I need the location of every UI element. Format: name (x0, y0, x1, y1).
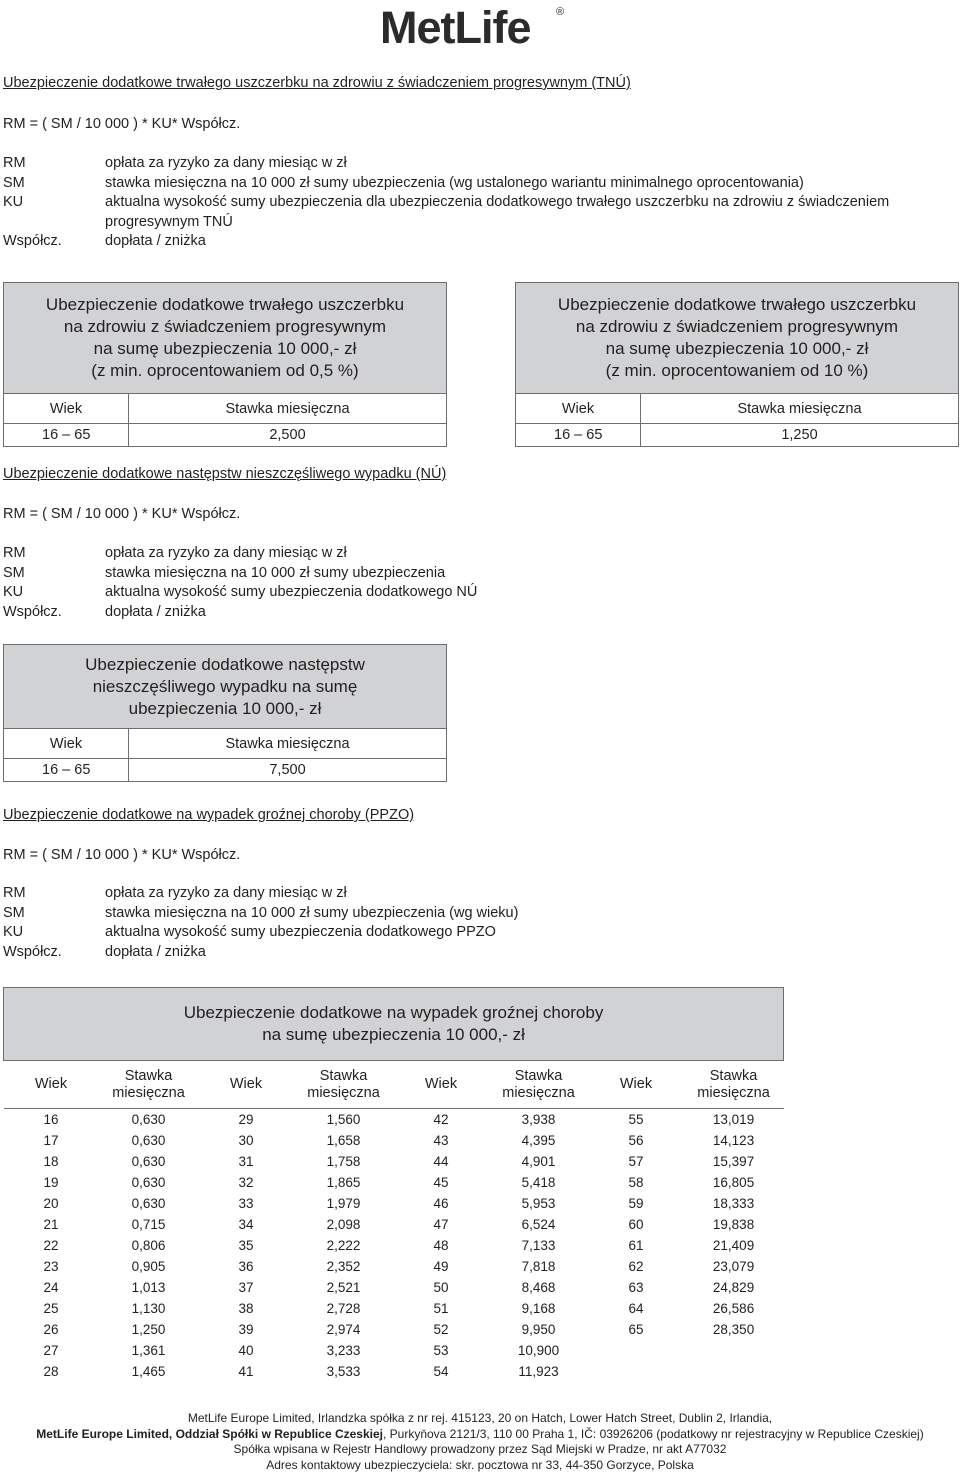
rate-cell: 21,409 (712, 1238, 755, 1253)
rate-cell: 0,630 (131, 1112, 166, 1127)
rate-table-tnu-right (515, 282, 959, 447)
column-header-rate: Stawka miesięczna (684, 1061, 784, 1109)
definition-row: RM opłata za ryzyko za dany miesiąc w zł (3, 155, 347, 171)
column-header-age: Wiek (589, 1061, 684, 1109)
age-cell: 57 (628, 1154, 644, 1169)
age-cell: 45 (433, 1175, 449, 1190)
age-cell (589, 1340, 684, 1361)
definition-row: KU aktualna wysokość sumy ubezpieczenia dodatkowego NÚ (3, 584, 478, 600)
rate-cell: 5,953 (521, 1196, 556, 1211)
formula-nu: RM = ( SM / 10 000 ) * KU* Współcz. (3, 506, 241, 522)
age-cell: 32 (238, 1175, 254, 1190)
column-header-age: Wiek (516, 394, 641, 424)
age-cell: 53 (433, 1343, 449, 1358)
age-cell: 62 (628, 1259, 644, 1274)
column-header-rate: Stawka miesięczna (129, 729, 447, 759)
age-cell: 63 (628, 1280, 644, 1295)
age-cell: 23 (43, 1259, 59, 1274)
table-row (4, 1193, 784, 1214)
age-cell: 22 (43, 1238, 59, 1253)
table-row (4, 1319, 784, 1340)
column-header-rate: Stawka miesięczna (129, 394, 447, 424)
table-header: Ubezpieczenie dodatkowe na wypadek groźnej choroby na sumę ubezpieczenia 10 000,- zł (4, 988, 784, 1061)
formula-tnu: RM = ( SM / 10 000 ) * KU* Współcz. (3, 116, 241, 132)
rate-cell: 13,019 (712, 1112, 755, 1127)
rate-cell: 7,133 (521, 1238, 556, 1253)
table-row (4, 1172, 784, 1193)
definition-row: KU aktualna wysokość sumy ubezpieczenia dla ubezpieczenia dodatkowego trwałego uszczerbku na zdrowiu z świadczeniem progresywnym TNÚ (3, 194, 890, 230)
definition-row: Współcz. dopłata / zniżka (3, 943, 206, 960)
rate-cell: 2,098 (326, 1217, 361, 1232)
age-cell: 36 (238, 1259, 254, 1274)
age-cell: 28 (43, 1364, 59, 1379)
age-cell: 18 (43, 1154, 59, 1169)
formula-ppzo: RM = ( SM / 10 000 ) * KU* Współcz. (3, 847, 241, 863)
age-cell: 47 (433, 1217, 449, 1232)
age-cell: 44 (433, 1154, 449, 1169)
age-cell: 56 (628, 1133, 644, 1148)
table-row (4, 1256, 784, 1277)
age-cell: 60 (628, 1217, 644, 1232)
column-header-rate: Stawka miesięczna (99, 1061, 199, 1109)
rate-cell: 8,468 (521, 1280, 556, 1295)
column-header-rate: Stawka miesięczna (641, 394, 959, 424)
age-cell: 16 (43, 1112, 59, 1127)
age-cell: 42 (433, 1112, 449, 1127)
rate-cell: 1,560 (326, 1112, 361, 1127)
age-cell: 48 (433, 1238, 449, 1253)
age-cell (589, 1361, 684, 1382)
rate-cell: 1,250 (131, 1322, 166, 1337)
rate-cell: 3,938 (521, 1112, 556, 1127)
rate-cell: 1,130 (131, 1301, 166, 1316)
table-header: Ubezpieczenie dodatkowe następstw nieszczęśliwego wypadku na sumę ubezpieczenia 10 000,- zł (4, 645, 447, 729)
rate-cell: 24,829 (712, 1280, 755, 1295)
table-header: Ubezpieczenie dodatkowe trwałego uszczerbku na zdrowiu z świadczeniem progresywnym na sumę ubezpieczenia 10 000,- zł (z min. oprocentowaniem od 0,5 %) (4, 283, 447, 394)
age-cell: 24 (43, 1280, 59, 1295)
age-cell: 19 (43, 1175, 59, 1190)
rate-table-tnu-left (3, 282, 447, 447)
definitions-nu (3, 544, 958, 622)
rate-cell: 0,806 (131, 1238, 166, 1253)
rate-cell: 1,658 (326, 1133, 361, 1148)
definition-row: KU aktualna wysokość sumy ubezpieczenia dodatkowego PPZO (3, 924, 496, 940)
definitions-tnu (3, 154, 958, 252)
age-cell: 29 (238, 1112, 254, 1127)
column-header-age: Wiek (199, 1061, 294, 1109)
section-title-nu: Ubezpieczenie dodatkowe następstw nieszczęśliwego wypadku (NÚ) (3, 466, 447, 482)
age-range-cell: 16 – 65 (4, 759, 129, 782)
rate-cell: 7,818 (521, 1259, 556, 1274)
definition-row: RM opłata za ryzyko za dany miesiąc w zł (3, 885, 347, 901)
age-cell: 61 (628, 1238, 644, 1253)
rate-cell: 15,397 (712, 1154, 755, 1169)
definition-row: SM stawka miesięczna na 10 000 zł sumy ubezpieczenia (wg ustalonego wariantu minimalnego oprocentowania) (3, 174, 804, 191)
rate-cell: 1,758 (326, 1154, 361, 1169)
age-cell: 64 (628, 1301, 644, 1316)
definition-row: SM stawka miesięczna na 10 000 zł sumy ubezpieczenia (wg wieku) (3, 904, 519, 921)
rate-cell: 0,715 (131, 1217, 166, 1232)
age-cell: 54 (433, 1364, 449, 1379)
rate-cell: 3,233 (326, 1343, 361, 1358)
column-header-rate: Stawka miesięczna (294, 1061, 394, 1109)
definition-row: Współcz. dopłata / zniżka (3, 233, 206, 249)
rate-cell: 1,979 (326, 1196, 361, 1211)
rate-cell: 1,865 (326, 1175, 361, 1190)
rate-cell: 2,222 (326, 1238, 361, 1253)
rate-table-ppzo (3, 987, 784, 1382)
definition-row: SM stawka miesięczna na 10 000 zł sumy ubezpieczenia (3, 564, 446, 581)
column-header-age: Wiek (394, 1061, 489, 1109)
rate-cell: 2,521 (326, 1280, 361, 1295)
age-cell: 26 (43, 1322, 59, 1337)
section-title-tnu: Ubezpieczenie dodatkowe trwałego uszczerbku na zdrowiu z świadczeniem progresywnym (TNÚ) (3, 75, 631, 91)
rate-cell: 16,805 (712, 1175, 755, 1190)
age-cell: 30 (238, 1133, 254, 1148)
rate-cell: 0,630 (131, 1196, 166, 1211)
ppzo-table-body (4, 1109, 784, 1383)
age-cell: 33 (238, 1196, 254, 1211)
definitions-ppzo (3, 884, 958, 962)
rate-cell: 9,950 (521, 1322, 556, 1337)
table-header: Ubezpieczenie dodatkowe trwałego uszczerbku na zdrowiu z świadczeniem progresywnym na sumę ubezpieczenia 10 000,- zł (z min. oprocentowaniem od 10 %) (516, 283, 959, 394)
rate-cell: 10,900 (517, 1343, 560, 1358)
rate-cell: 18,333 (712, 1196, 755, 1211)
age-cell: 46 (433, 1196, 449, 1211)
rate-cell (684, 1361, 784, 1382)
age-cell: 43 (433, 1133, 449, 1148)
age-cell: 21 (43, 1217, 59, 1232)
rate-cell: 11,923 (518, 1364, 559, 1379)
rate-cell: 19,838 (712, 1217, 755, 1232)
age-cell: 40 (238, 1343, 254, 1358)
table-row (4, 1109, 784, 1131)
age-cell: 65 (628, 1322, 644, 1337)
rate-cell: 3,533 (326, 1364, 361, 1379)
rate-cell: 26,586 (712, 1301, 755, 1316)
age-cell: 37 (238, 1280, 254, 1295)
rate-cell: 4,395 (521, 1133, 556, 1148)
age-cell: 27 (43, 1343, 59, 1358)
column-header-age: Wiek (4, 729, 129, 759)
table-row (4, 1214, 784, 1235)
rate-cell: 0,905 (131, 1259, 166, 1274)
footer-line: MetLife Europe Limited, Oddział Spółki w Republice Czeskiej, Purkyňova 2121/3, 110 00 Praha 1, IČ: 03926206 (podatkowy nr rejestracyjny w Republice Czeskiej) (36, 1426, 924, 1441)
age-cell: 51 (433, 1301, 449, 1316)
age-cell: 49 (433, 1259, 449, 1274)
table-row (4, 1298, 784, 1319)
rate-cell: 0,630 (131, 1154, 166, 1169)
table-row (4, 1151, 784, 1172)
rate-cell: 14,123 (712, 1133, 755, 1148)
footer-line: MetLife Europe Limited, Irlandzka spółka z nr rej. 415123, 20 on Hatch, Lower Hatch Street, Dublin 2, Irlandia, (187, 1411, 773, 1425)
age-range-cell: 16 – 65 (4, 424, 129, 447)
age-cell: 35 (238, 1238, 254, 1253)
table-row (4, 1235, 784, 1256)
age-cell: 59 (628, 1196, 644, 1211)
age-cell: 17 (43, 1133, 59, 1148)
definition-row: RM opłata za ryzyko za dany miesiąc w zł (3, 545, 347, 561)
table-row (4, 1361, 784, 1382)
rate-table-nu (3, 644, 447, 782)
rate-cell: 9,168 (521, 1301, 556, 1316)
rate-cell: 1,013 (131, 1280, 166, 1295)
rate-cell: 7,500 (129, 759, 447, 782)
rate-cell: 2,352 (326, 1259, 361, 1274)
rate-cell: 6,524 (521, 1217, 556, 1232)
age-cell: 41 (238, 1364, 254, 1379)
age-range-cell: 16 – 65 (516, 424, 641, 447)
age-cell: 52 (433, 1322, 449, 1337)
rate-cell: 0,630 (131, 1133, 166, 1148)
age-cell: 31 (238, 1154, 254, 1169)
rate-cell: 28,350 (712, 1322, 755, 1337)
rate-cell: 2,500 (129, 424, 447, 447)
age-cell: 38 (238, 1301, 254, 1316)
age-cell: 34 (238, 1217, 254, 1232)
footer (0, 1411, 960, 1473)
footer-line: Spółka wpisana w Rejestr Handlowy prowadzony przez Sąd Miejski w Pradze, nr akt A77032 (233, 1442, 727, 1456)
definition-row: Współcz. dopłata / zniżka (3, 603, 206, 620)
rate-cell: 1,250 (641, 424, 959, 447)
rate-cell: 0,630 (131, 1175, 166, 1190)
column-header-rate: Stawka miesięczna (489, 1061, 589, 1109)
age-cell: 55 (628, 1112, 644, 1127)
rate-cell: 2,974 (326, 1322, 361, 1337)
age-cell: 50 (433, 1280, 449, 1295)
rate-cell: 2,728 (326, 1301, 361, 1316)
rate-cell: 4,901 (521, 1154, 556, 1169)
rate-cell: 1,361 (131, 1343, 166, 1358)
column-header-age: Wiek (4, 394, 129, 424)
age-cell: 20 (43, 1196, 59, 1211)
table-row (4, 1340, 784, 1361)
rate-cell (684, 1340, 784, 1361)
age-cell: 39 (238, 1322, 254, 1337)
metlife-logo: MetLife ® (380, 2, 565, 53)
table-row (4, 1130, 784, 1151)
section-title-ppzo: Ubezpieczenie dodatkowe na wypadek groźnej choroby (PPZO) (3, 807, 415, 823)
rate-cell: 1,465 (131, 1364, 166, 1379)
table-row (4, 1277, 784, 1298)
footer-line: Adres kontaktowy ubezpieczyciela: skr. pocztowa nr 33, 44-350 Gorzyce, Polska (266, 1457, 694, 1472)
age-cell: 58 (628, 1175, 644, 1190)
column-header-age: Wiek (4, 1061, 99, 1109)
age-cell: 25 (43, 1301, 59, 1316)
rate-cell: 5,418 (521, 1175, 556, 1190)
rate-cell: 23,079 (712, 1259, 755, 1274)
